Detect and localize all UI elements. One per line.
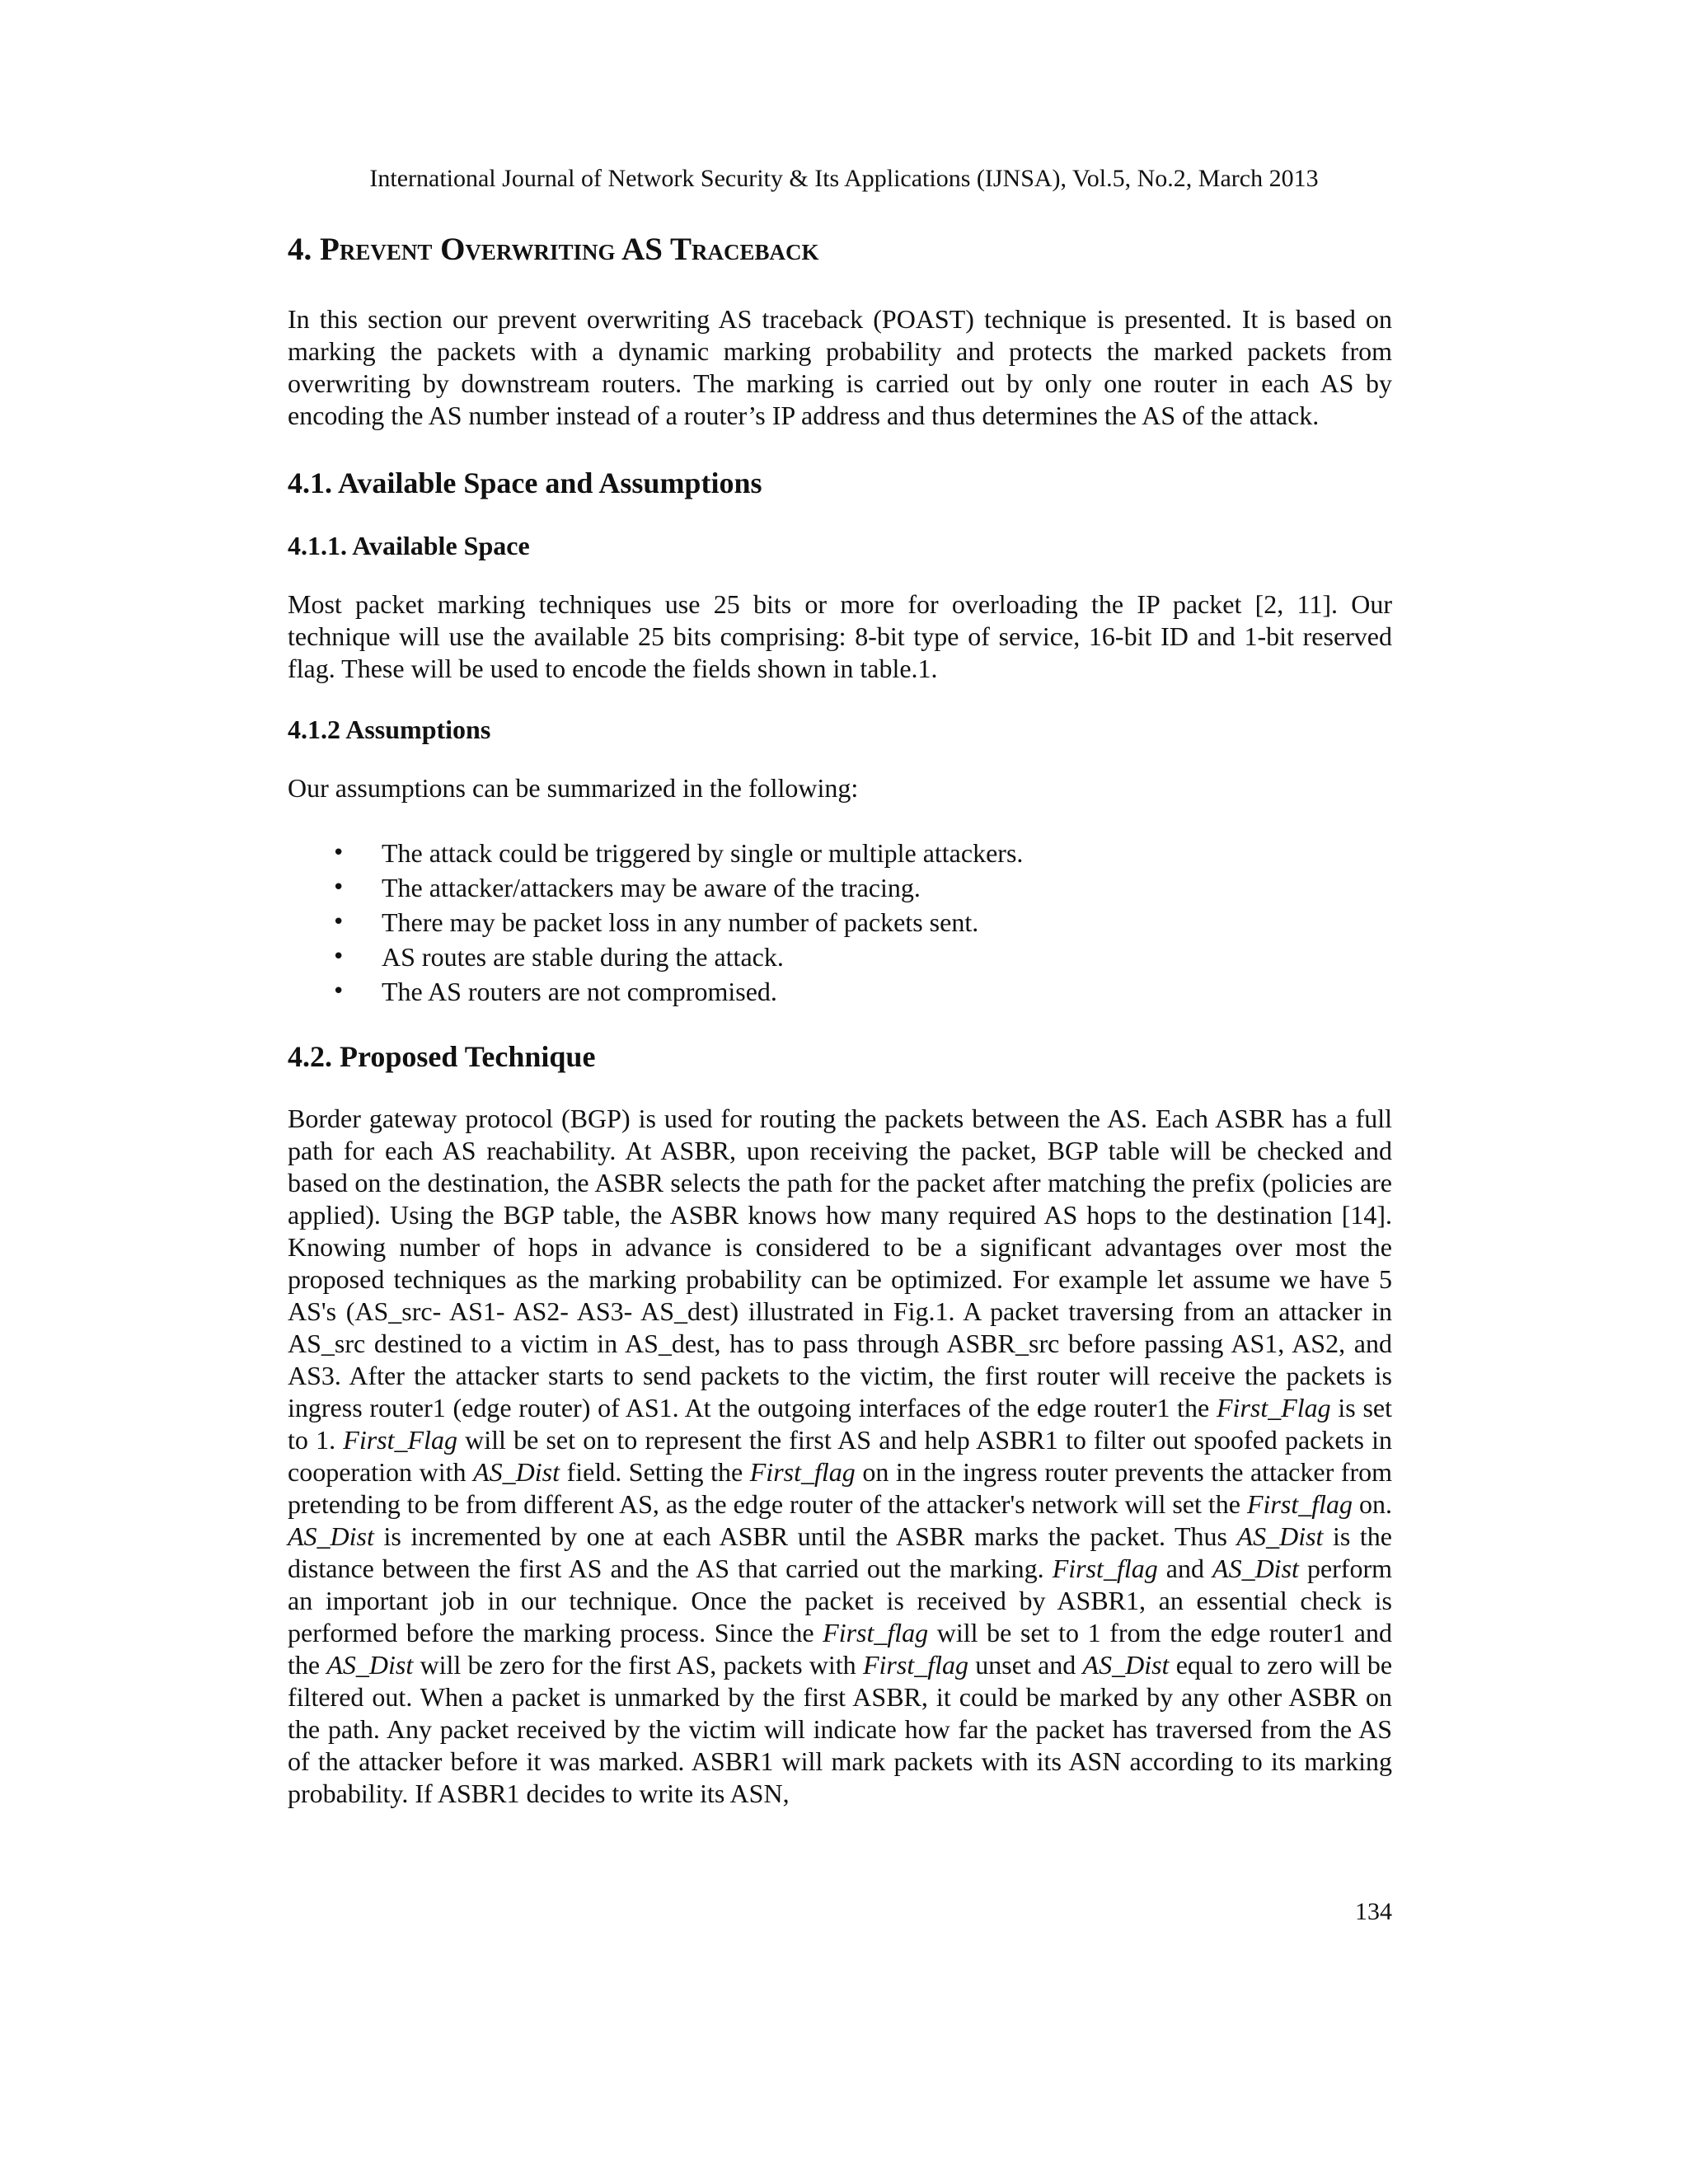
assumptions-intro: Our assumptions can be summarized in the following: bbox=[288, 773, 859, 803]
text-run: is set to 1. bbox=[288, 1393, 1393, 1455]
text-run: will be set to 1 from the edge router1 and the bbox=[288, 1618, 1393, 1680]
list-item-text: The attacker/attackers may be aware of the tracing. bbox=[382, 873, 921, 902]
section-title-text: Prevent Overwriting AS Traceback bbox=[320, 232, 819, 267]
list-item bbox=[288, 905, 1392, 940]
text-run: is the distance between the first AS and the AS that carried out the marking. bbox=[288, 1521, 1393, 1583]
text-run: unset and bbox=[968, 1650, 1083, 1680]
section-title bbox=[288, 229, 1392, 270]
term-first-flag: First_Flag bbox=[343, 1425, 457, 1455]
text-run: on in the ingress router prevents the attacker from pretending to be from different AS, as the edge router of the attacker's network will set the bbox=[288, 1457, 1393, 1519]
bullet-icon: • bbox=[332, 979, 345, 1004]
list-item-text: The attack could be triggered by single or multiple attackers. bbox=[382, 838, 1024, 868]
running-header: International Journal of Network Security & Its Applications (IJNSA), Vol.5, No.2, March 2013 bbox=[369, 165, 1319, 192]
section-number: 4. bbox=[288, 232, 312, 267]
text-run: Border gateway protocol (BGP) is used for routing the packets between the AS. Each ASBR has a full path for each AS reachability. At ASBR, upon receiving the packet, BGP table will be checked and based on the destination, the ASBR selects the path for the packet after matching the prefix (policies are applied). Using the BGP table, the ASBR knows how many required AS hops to the destination [14]. Knowing number of hops in advance is considered to be a significant advantages over most the proposed techniques as the marking probability can be optimized. For example let assume we have 5 AS's (AS_src- AS1- AS2- AS3- AS_dest) illustrated in Fig.1. A packet traversing from an attacker in AS_src destined to a victim in AS_dest, has to pass through ASBR_src before passing AS1, AS2, and AS3. After the attacker starts to send packets to the victim, the first router will receive the packets is ingress router1 (edge router) of AS1. At the outgoing interfaces of the edge router1 the bbox=[288, 1104, 1392, 1422]
text-run: will be set on to represent the first AS and help ASBR1 to filter out spoofed packets in cooperation with bbox=[288, 1425, 1393, 1487]
bullet-icon: • bbox=[332, 944, 345, 969]
term-as-dist: AS_Dist bbox=[1212, 1554, 1299, 1583]
text-run: equal to zero will be filtered out. When a packet is unmarked by the first ASBR, it could be marked by any other ASBR on the path. Any packet received by the victim will indicate how far the packet has traversed from the AS of the attacker before it was marked. ASBR1 will mark packets with its ASN according to its marking probability. If ASBR1 decides to write its ASN, bbox=[288, 1650, 1393, 1808]
term-first-flag: First_Flag bbox=[1217, 1393, 1331, 1422]
text-run: on. bbox=[1353, 1489, 1393, 1519]
list-item-text: There may be packet loss in any number of packets sent. bbox=[382, 907, 979, 937]
text-run: is incremented by one at each ASBR until the ASBR marks the packet. Thus bbox=[373, 1521, 1237, 1551]
text-run: perform an important job in our technique. Once the packet is received by ASBR1, an essential check is performed before the marking process. Since the bbox=[288, 1554, 1393, 1647]
text-run: will be zero for the first AS, packets with bbox=[413, 1650, 863, 1680]
assumptions-list bbox=[288, 836, 1392, 1009]
subsubsection-title-assumptions: 4.1.2 Assumptions bbox=[288, 715, 491, 744]
term-first-flag: First_flag bbox=[1246, 1489, 1353, 1519]
list-item-text: AS routes are stable during the attack. bbox=[382, 942, 784, 972]
list-item bbox=[288, 974, 1392, 1009]
term-as-dist: AS_Dist bbox=[288, 1521, 374, 1551]
bullet-icon: • bbox=[332, 841, 345, 865]
list-item bbox=[288, 836, 1392, 870]
term-as-dist: AS_Dist bbox=[473, 1457, 560, 1487]
text-run: and bbox=[1157, 1554, 1213, 1583]
subsection-title-4-1: 4.1. Available Space and Assumptions bbox=[288, 466, 762, 499]
term-as-dist: AS_Dist bbox=[326, 1650, 414, 1680]
page-content bbox=[288, 229, 1392, 1810]
available-space-paragraph: Most packet marking techniques use 25 bits or more for overloading the IP packet [2, 11]. Our technique will use the available 25 bits comprising: 8-bit type of service, 16-bit ID and 1-bit reserved flag. These will be used to encode the fields shown in table.1. bbox=[288, 589, 1392, 683]
term-first-flag: First_flag bbox=[862, 1650, 968, 1680]
page-number: 134 bbox=[1355, 1898, 1392, 1925]
term-as-dist: AS_Dist bbox=[1236, 1521, 1324, 1551]
term-first-flag: First_flag bbox=[1052, 1554, 1158, 1583]
subsection-title-4-2: 4.2. Proposed Technique bbox=[288, 1040, 596, 1073]
term-first-flag: First_flag bbox=[749, 1457, 856, 1487]
term-first-flag: First_flag bbox=[823, 1618, 929, 1647]
subsubsection-title-available-space: 4.1.1. Available Space bbox=[288, 531, 530, 560]
bullet-icon: • bbox=[332, 910, 345, 935]
section-intro-paragraph: In this section our prevent overwriting AS traceback (POAST) technique is presented. It is based on marking the packets with a dynamic marking probability and protects the marked packets from overwriting by downstream routers. The marking is carried out by only one router in each AS by encoding the AS number instead of a router’s IP address and thus determines the AS of the attack. bbox=[288, 304, 1392, 430]
list-item-text: The AS routers are not compromised. bbox=[382, 977, 777, 1006]
list-item bbox=[288, 940, 1392, 974]
list-item bbox=[288, 870, 1392, 905]
proposed-technique-paragraph bbox=[288, 1103, 1392, 1810]
text-run: field. Setting the bbox=[560, 1457, 750, 1487]
bullet-icon: • bbox=[332, 875, 345, 900]
term-as-dist: AS_Dist bbox=[1082, 1650, 1170, 1680]
